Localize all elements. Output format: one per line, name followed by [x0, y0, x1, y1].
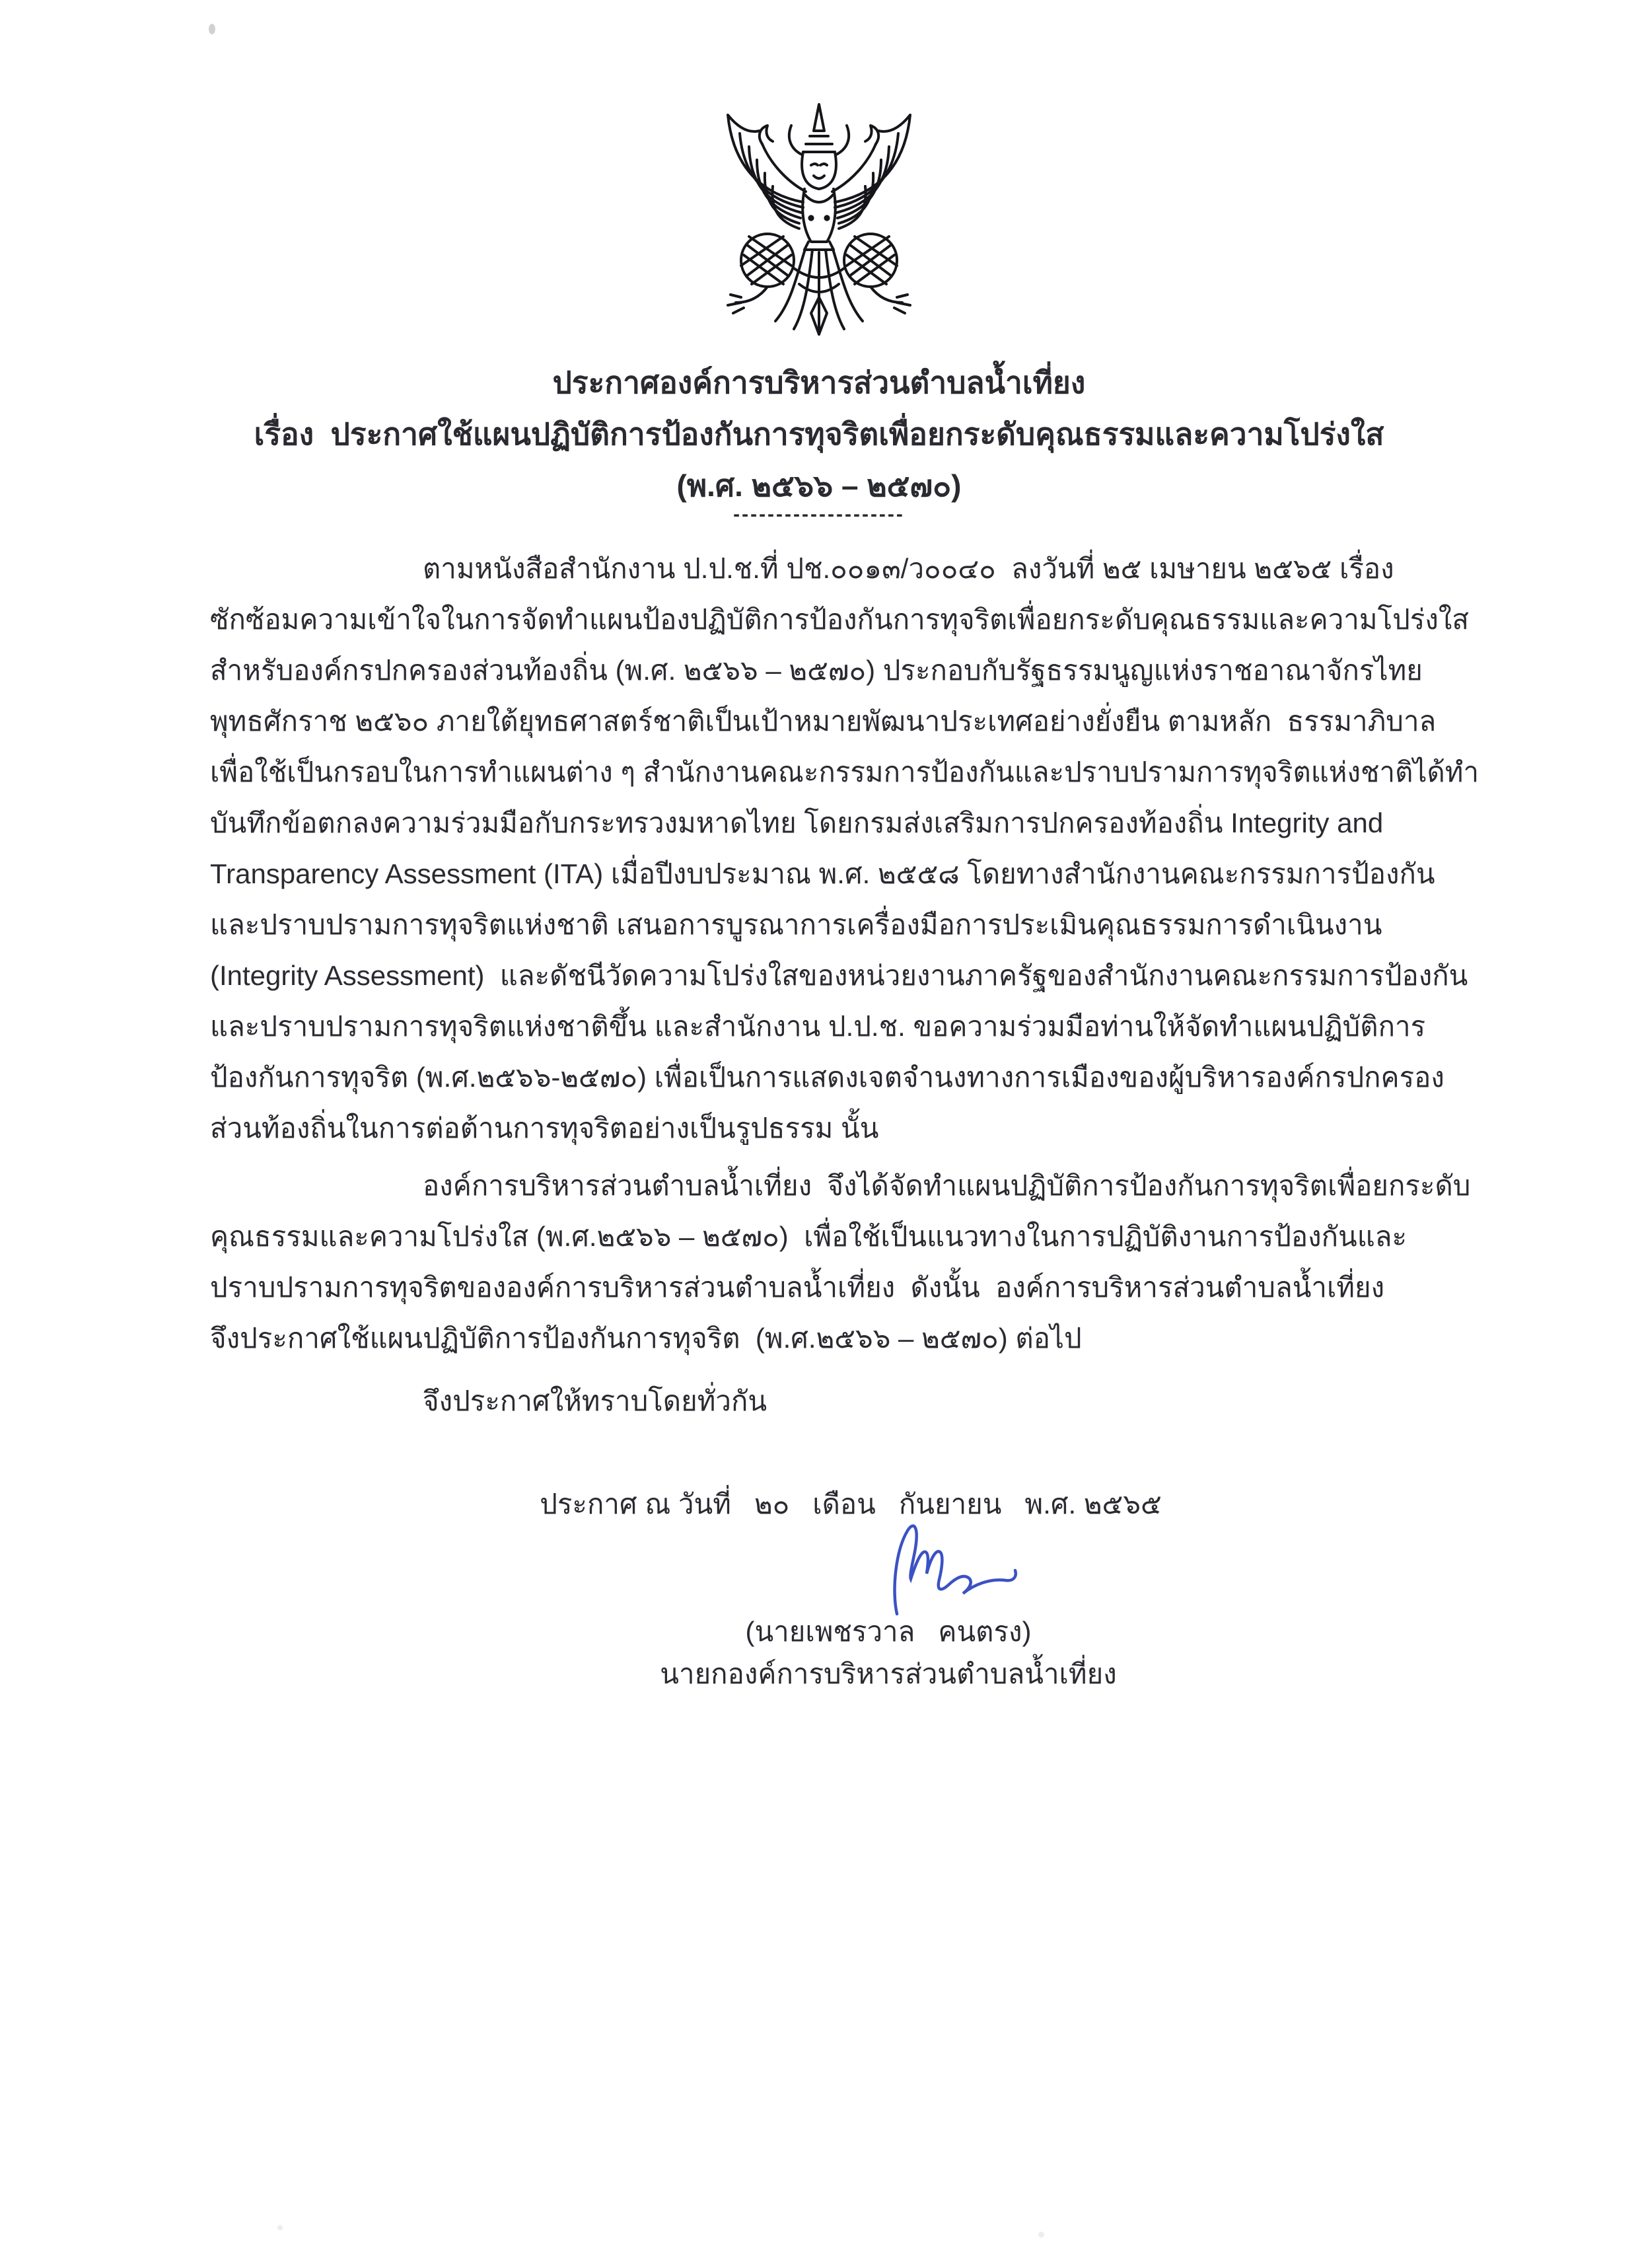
body-line: จึงประกาศใช้แผนปฏิบัติการป้องกันการทุจริต (พ.ศ.๒๕๖๖ – ๒๕๗๐) ต่อไป: [210, 1323, 1082, 1354]
signature-icon: [859, 1516, 1050, 1622]
signatory-name: (นายเพชรวาล คนตรง): [745, 1616, 1032, 1647]
body-line: และปราบปรามการทุจริตแห่งชาติ เสนอการบูรณาการเครื่องมือการประเมินคุณธรรมการดำเนินงาน: [210, 909, 1382, 940]
title-line-2: เรื่อง ประกาศใช้แผนปฏิบัติการป้องกันการทุจริตเพื่อยกระดับคุณธรรมและความโปร่งใส: [254, 417, 1384, 451]
document-title: [0, 357, 1638, 511]
paragraph-1: [210, 543, 1479, 1153]
garuda-emblem-icon: [680, 99, 958, 363]
title-divider: --------------------: [733, 503, 905, 525]
paragraph-2: [210, 1160, 1471, 1364]
signoff-block: [139, 1613, 1638, 1693]
closing-line: จึงประกาศให้ทราบโดยทั่วกัน: [423, 1385, 767, 1416]
body-line: ปราบปรามการทุจริตขององค์การบริหารส่วนตำบลน้ำเที่ยง ดังนั้น องค์การบริหารส่วนตำบลน้ำเที่ยง: [210, 1272, 1385, 1303]
body-line: ส่วนท้องถิ่นในการต่อต้านการทุจริตอย่างเป็นรูปธรรม นั้น: [210, 1113, 879, 1144]
body-line: บันทึกข้อตกลงความร่วมมือกับกระทรวงมหาดไทย โดยกรมส่งเสริมการปกครองท้องถิ่น Integrity and: [210, 807, 1384, 838]
body-line: ป้องกันการทุจริต (พ.ศ.๒๕๖๖-๒๕๗๐) เพื่อเป็นการแสดงเจตจำนงทางการเมืองของผู้บริหารองค์กรปกครอง: [210, 1062, 1444, 1093]
title-line-1: ประกาศองค์การบริหารส่วนตำบลน้ำเที่ยง: [552, 365, 1086, 400]
scan-speck: [277, 2225, 283, 2230]
body-line: เพื่อใช้เป็นกรอบในการทำแผนต่าง ๆ สำนักงานคณะกรรมการป้องกันและปราบปรามการทุจริตแห่งชาติได้ทำ: [210, 756, 1479, 787]
date-line: ประกาศ ณ วันที่ ๒๐ เดือน กันยายน พ.ศ. ๒๕๖๕: [540, 1488, 1162, 1519]
scan-speck: [209, 24, 215, 34]
body-line: องค์การบริหารส่วนตำบลน้ำเที่ยง จึงได้จัดทำแผนปฏิบัติการป้องกันการทุจริตเพื่อยกระดับ: [423, 1170, 1471, 1201]
body-line: สำหรับองค์กรปกครองส่วนท้องถิ่น (พ.ศ. ๒๕๖๖ – ๒๕๗๐) ประกอบกับรัฐธรรมนูญแห่งราชอาณาจักรไทย: [210, 655, 1423, 686]
body-line: พุทธศักราช ๒๕๖๐ ภายใต้ยุทธศาสตร์ชาติเป็นเป้าหมายพัฒนาประเทศอย่างยั่งยืน ตามหลัก ธรรมาภิบาล: [210, 706, 1437, 737]
signatory-position: นายกองค์การบริหารส่วนตำบลน้ำเที่ยง: [660, 1658, 1117, 1689]
body-line: และปราบปรามการทุจริตแห่งชาติขึ้น และสำนักงาน ป.ป.ช. ขอความร่วมมือท่านให้จัดทำแผนปฏิบัติการ: [210, 1011, 1426, 1042]
body-line: คุณธรรมและความโปร่งใส (พ.ศ.๒๕๖๖ – ๒๕๗๐) เพื่อใช้เป็นแนวทางในการปฏิบัติงานการป้องกันและ: [210, 1221, 1407, 1252]
body-line: ซักซ้อมความเข้าใจในการจัดทำแผนป้องปฏิบัติการป้องกันการทุจริตเพื่อยกระดับคุณธรรมและความโปร่งใส: [210, 604, 1469, 635]
title-line-3: (พ.ศ. ๒๕๖๖ – ๒๕๗๐): [676, 468, 962, 503]
scan-speck: [1038, 2232, 1044, 2238]
body-line: (Integrity Assessment) และดัชนีวัดความโปร่งใสของหน่วยงานภาครัฐของสำนักงานคณะกรรมการป้องกัน: [210, 960, 1468, 991]
body-line: Transparency Assessment (ITA) เมื่อปีงบประมาณ พ.ศ. ๒๕๕๘ โดยทางสำนักงานคณะกรรมการป้องกัน: [210, 858, 1435, 889]
body-line: ตามหนังสือสำนักงาน ป.ป.ช.ที่ ปช.๐๐๑๓/ว๐๐๔๐ ลงวันที่ ๒๕ เมษายน ๒๕๖๕ เรื่อง: [423, 553, 1394, 584]
